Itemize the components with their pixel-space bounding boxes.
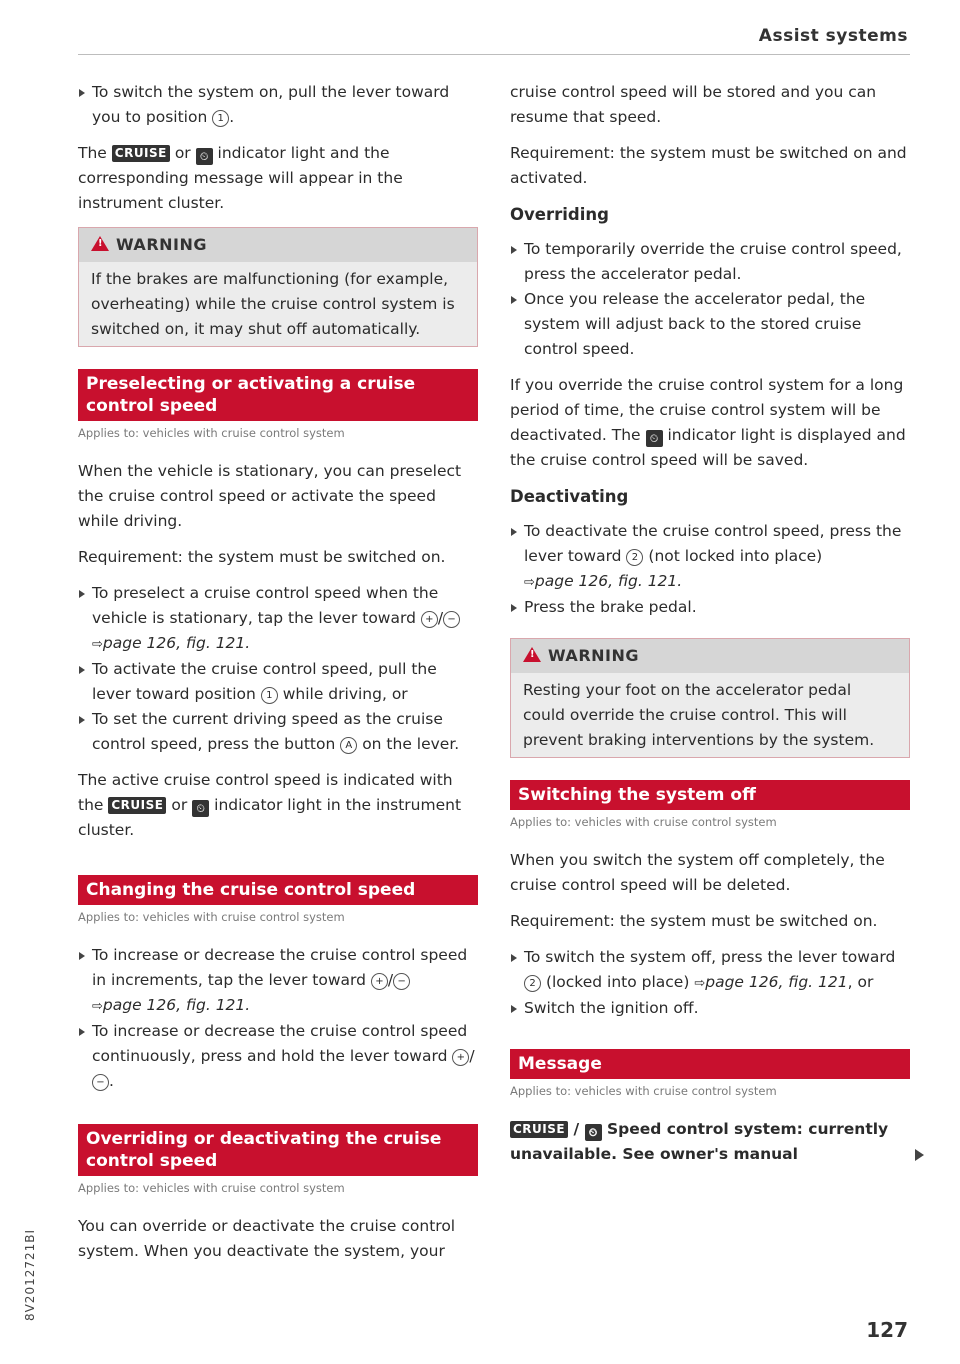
page-header-title: Assist systems (758, 26, 908, 46)
position-1-icon: 1 (261, 687, 278, 704)
warning-text: Resting your foot on the accelerator pedal could override the cruise control. This will prevent braking interventions by the system. (511, 673, 909, 757)
page-reference[interactable]: ⇨page 126, fig. 121. (92, 996, 251, 1014)
list-item: Switch the ignition off. (510, 996, 910, 1021)
left-column (78, 80, 478, 1275)
message-line: CRUISE / ⏲ Speed control system: currently unavailable. See owner's manual (510, 1117, 910, 1167)
list-item: To set the current driving speed as the cruise control speed, press the button A on the lever. (78, 707, 478, 757)
requirement: Requirement: the system must be switched on. (78, 548, 446, 566)
right-column (510, 80, 910, 1167)
change-list (78, 943, 478, 1094)
list-item: To increase or decrease the cruise control speed in increments, tap the lever toward + / − ⇨page 126, fig. 121. (78, 943, 478, 1019)
list-item: To increase or decrease the cruise control speed continuously, press and hold the lever toward + /− . (78, 1019, 478, 1094)
section-heading: Preselecting or activating a cruise control speed (78, 369, 478, 421)
paragraph: When the vehicle is stationary, you can preselect the cruise control speed or activate the speed while driving. (78, 462, 462, 530)
list-item: To activate the cruise control speed, pull the lever toward position 1 while driving, or (78, 657, 478, 707)
applies-note: Applies to: vehicles with cruise control system (78, 1181, 345, 1195)
cruise-indicator-icon: CRUISE (108, 797, 166, 814)
page-reference[interactable]: ⇨page 126, fig. 121. (524, 572, 683, 590)
active-indicator-paragraph: The active cruise control speed is indicated with the CRUISE or ⏲ indicator light in the instrument cluster. (78, 771, 462, 839)
paragraph: When you switch the system off completely, the cruise control speed will be deleted. (510, 851, 885, 894)
speed-control-indicator-icon: ⏲ (192, 800, 209, 817)
minus-icon: − (443, 611, 460, 628)
applies-note: Applies to: vehicles with cruise control system (78, 910, 345, 924)
list-item: To preselect a cruise control speed when the vehicle is stationary, tap the lever toward + / − ⇨page 126, fig. 121. (78, 581, 478, 657)
speed-control-indicator-icon: ⏲ (585, 1124, 602, 1141)
section-heading: Overriding or deactivating the cruise control speed (78, 1124, 478, 1176)
warning-box (78, 227, 478, 347)
minus-icon: − (393, 973, 410, 990)
speed-control-indicator-icon: ⏲ (196, 148, 213, 165)
continue-arrow-icon (915, 1149, 924, 1161)
override-paragraph: If you override the cruise control system for a long period of time, the cruise control system will be deactivated. The ⏲ indicator light is displayed and the cruise control speed will be saved. (510, 376, 906, 469)
plus-icon: + (421, 611, 438, 628)
warning-title: WARNING (116, 235, 207, 254)
subheading-deactivating: Deactivating (510, 487, 629, 506)
list-item: To switch the system off, press the lever toward 2 (locked into place) ⇨page 126, fig. 121, or (510, 945, 910, 996)
section-heading: Message (510, 1049, 910, 1079)
cruise-indicator-icon: CRUISE (510, 1121, 568, 1138)
section-heading: Switching the system off (510, 780, 910, 810)
list-item: Press the brake pedal. (510, 595, 910, 620)
paragraph: cruise control speed will be stored and you can resume that speed. (510, 83, 877, 126)
paragraph: You can override or deactivate the cruise control system. When you deactivate the system, your (78, 1217, 456, 1260)
list-item: Once you release the accelerator pedal, the system will adjust back to the stored cruise control speed. (510, 287, 910, 362)
applies-note: Applies to: vehicles with cruise control system (510, 1084, 777, 1098)
requirement: Requirement: the system must be switched on and activated. (510, 144, 907, 187)
applies-note: Applies to: vehicles with cruise control system (78, 426, 345, 440)
document-code: 8V2012721BI (23, 1228, 37, 1322)
warning-title: WARNING (548, 646, 639, 665)
applies-note: Applies to: vehicles with cruise control system (510, 815, 777, 829)
list-item: To temporarily override the cruise control speed, press the accelerator pedal. (510, 237, 910, 287)
requirement: Requirement: the system must be switched on. (510, 912, 878, 930)
switch-on-list (78, 80, 478, 130)
position-2-icon: 2 (524, 975, 541, 992)
header-divider (78, 54, 910, 55)
section-heading: Changing the cruise control speed (78, 875, 478, 905)
warning-triangle-icon: ! (91, 236, 109, 251)
warning-box (510, 638, 910, 758)
indicator-paragraph: The CRUISE or ⏲ indicator light and the corresponding message will appear in the instrument cluster. (78, 144, 403, 212)
switch-off-list (510, 945, 910, 1021)
minus-icon: − (92, 1074, 109, 1091)
position-2-icon: 2 (626, 549, 643, 566)
warning-triangle-icon: ! (523, 647, 541, 662)
cruise-indicator-icon: CRUISE (112, 145, 170, 162)
subheading-overriding: Overriding (510, 205, 609, 224)
list-item: To deactivate the cruise control speed, press the lever toward 2 (not locked into place) ⇨page 126, fig. 121. (510, 519, 910, 595)
button-a-icon: A (340, 737, 357, 754)
page-reference[interactable]: ⇨page 126, fig. 121 (694, 973, 848, 991)
plus-icon: + (452, 1049, 469, 1066)
page-number: 127 (866, 1318, 908, 1342)
warning-text: If the brakes are malfunctioning (for example, overheating) while the cruise control system is switched on, it may shut off automatically. (79, 262, 477, 346)
page-reference[interactable]: ⇨page 126, fig. 121. (92, 634, 251, 652)
plus-icon: + (371, 973, 388, 990)
list-item: To switch the system on, pull the lever toward you to position 1 . (78, 80, 478, 130)
speed-control-indicator-icon: ⏲ (646, 430, 663, 447)
position-1-icon: 1 (212, 110, 229, 127)
overriding-list (510, 237, 910, 362)
preselect-list (78, 581, 478, 757)
deactivating-list (510, 519, 910, 620)
